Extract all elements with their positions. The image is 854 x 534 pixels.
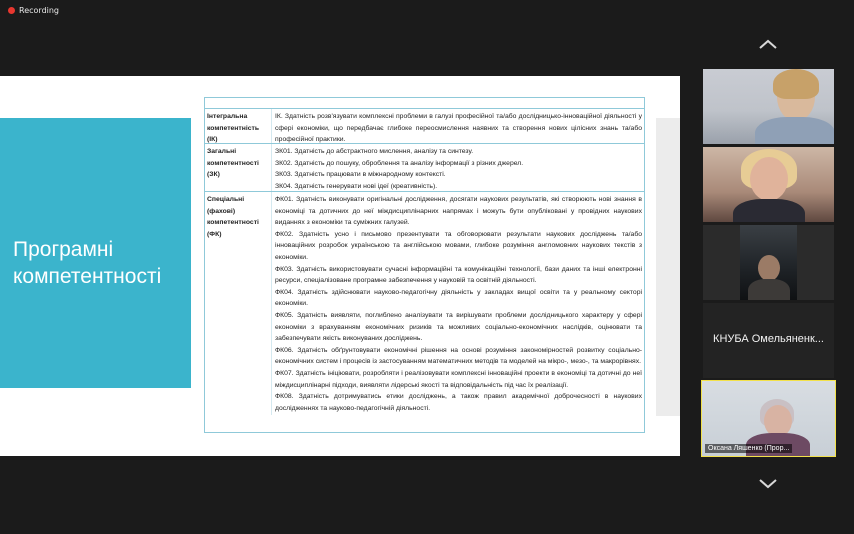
- competency-line: ФК05. Здатність виявляти, поглиблено аналізувати та вирішувати проблеми дослідницького характеру у сфері економіки з врахуванням економічних ризиків та можливих соціально-економічних наслідків, оцінювати та забезпечувати якість виконуваних досліджень.: [275, 311, 642, 343]
- table-header-row: [205, 98, 644, 109]
- chevron-down-icon[interactable]: [758, 478, 778, 494]
- shared-screen: [0, 76, 680, 456]
- chevron-up-icon[interactable]: [758, 38, 778, 54]
- competency-line: ЗК03. Здатність працювати в міжнародному контексті.: [275, 171, 446, 179]
- participant-head: [758, 255, 780, 281]
- participant-video-tile[interactable]: [703, 147, 834, 222]
- participant-video-tile[interactable]: [703, 225, 834, 300]
- slide-side-bar: [656, 118, 680, 416]
- row-content: [271, 192, 644, 415]
- participant-head: [750, 157, 788, 201]
- table-row: [205, 192, 644, 415]
- participant-hair: [773, 69, 819, 99]
- competency-line: ФК04. Здатність здійснювати науково-педагогічну діяльність у закладах вищої освіти та у реальному секторі економіки.: [275, 288, 642, 308]
- competency-line: ФК02. Здатність усно і письмово презентувати та обговорювати результати наукових досліджень та/або інноваційних розробок українською та англійською мовами, глибоке розуміння англомовних наукових текстів з економіки.: [275, 230, 642, 261]
- participant-body: [755, 117, 834, 144]
- participant-video: [740, 225, 797, 300]
- recording-label: Recording: [19, 6, 60, 15]
- table-row: [205, 109, 644, 144]
- competency-line: ЗК04. Здатність генерувати нові ідеї (креативність).: [275, 182, 438, 190]
- competency-line: ФК06. Здатність обґрунтовувати економічні рішення на основі розуміння закономірностей розвитку соціально-економічних систем і процесів із застосуванням математичних методів та моделей на мікро-, мезо-, та макрорівнях.: [275, 346, 642, 366]
- competency-line: ФК01. Здатність виконувати оригінальні дослідження, досягати наукових результатів, які створюють нові знання в економіці та дотичних до неї міждисциплінарних напрямах і можуть бути опубліковані у провідних наукових виданнях з економіки та суміжних галузей.: [275, 196, 642, 227]
- row-header: Загальні компетентності (ЗК): [207, 148, 259, 179]
- row-content: [271, 109, 644, 143]
- competency-line: ФК08. Здатність дотримуватись етики досліджень, а також правил академічної доброчесності в наукових дослідженнях та науково-педагогічній діяльності.: [275, 393, 642, 412]
- record-dot-icon: [8, 7, 15, 14]
- competency-line: ЗК02. Здатність до пошуку, оброблення та аналізу інформації з різних джерел.: [275, 159, 524, 167]
- participant-video-tile[interactable]: [703, 69, 834, 144]
- row-header: Інтегральна компетентність (ІК): [207, 113, 260, 144]
- competency-line: ФК07. Здатність ініціювати, розробляти і реалізовувати комплексні інноваційні проекти в економіці та дотичні до неї міждисциплінарні підходи, виявляти лідерські якості та відповідальність під час їх реалізації.: [275, 369, 642, 389]
- row-header: Спеціальні (фахові) компетентності (ФК): [207, 196, 259, 238]
- competency-line: ІК. Здатність розв'язувати комплексні проблеми в галузі професійної та/або дослідницько-інноваційної діяльності у сфері економіки, що передбачає глибоке переосмислення наявних та створення нових цілісних знань та/або професійної практики.: [275, 113, 642, 144]
- active-speaker-tile[interactable]: [701, 380, 836, 457]
- participant-name-tile[interactable]: [703, 303, 834, 378]
- row-content: [271, 144, 644, 191]
- competencies-table: [204, 97, 645, 433]
- participant-name: Оксана Ляшенко (Прор...: [705, 444, 792, 453]
- table-row: [205, 144, 644, 192]
- participant-name: КНУБА Омельяненк...: [713, 333, 824, 345]
- slide-title: Програмні компетентності: [13, 238, 162, 288]
- participant-body: [748, 279, 790, 300]
- competency-line: ФК03. Здатність використовувати сучасні інформаційні та комунікаційні технології, бази даних та інші електронні ресурси, спеціалізоване програмне забезпечення у науковій та освітній діяльності.: [275, 265, 642, 285]
- recording-indicator: [8, 6, 59, 15]
- competency-line: ЗК01. Здатність до абстрактного мислення, аналізу та синтезу.: [275, 148, 474, 155]
- participant-body: [733, 199, 805, 222]
